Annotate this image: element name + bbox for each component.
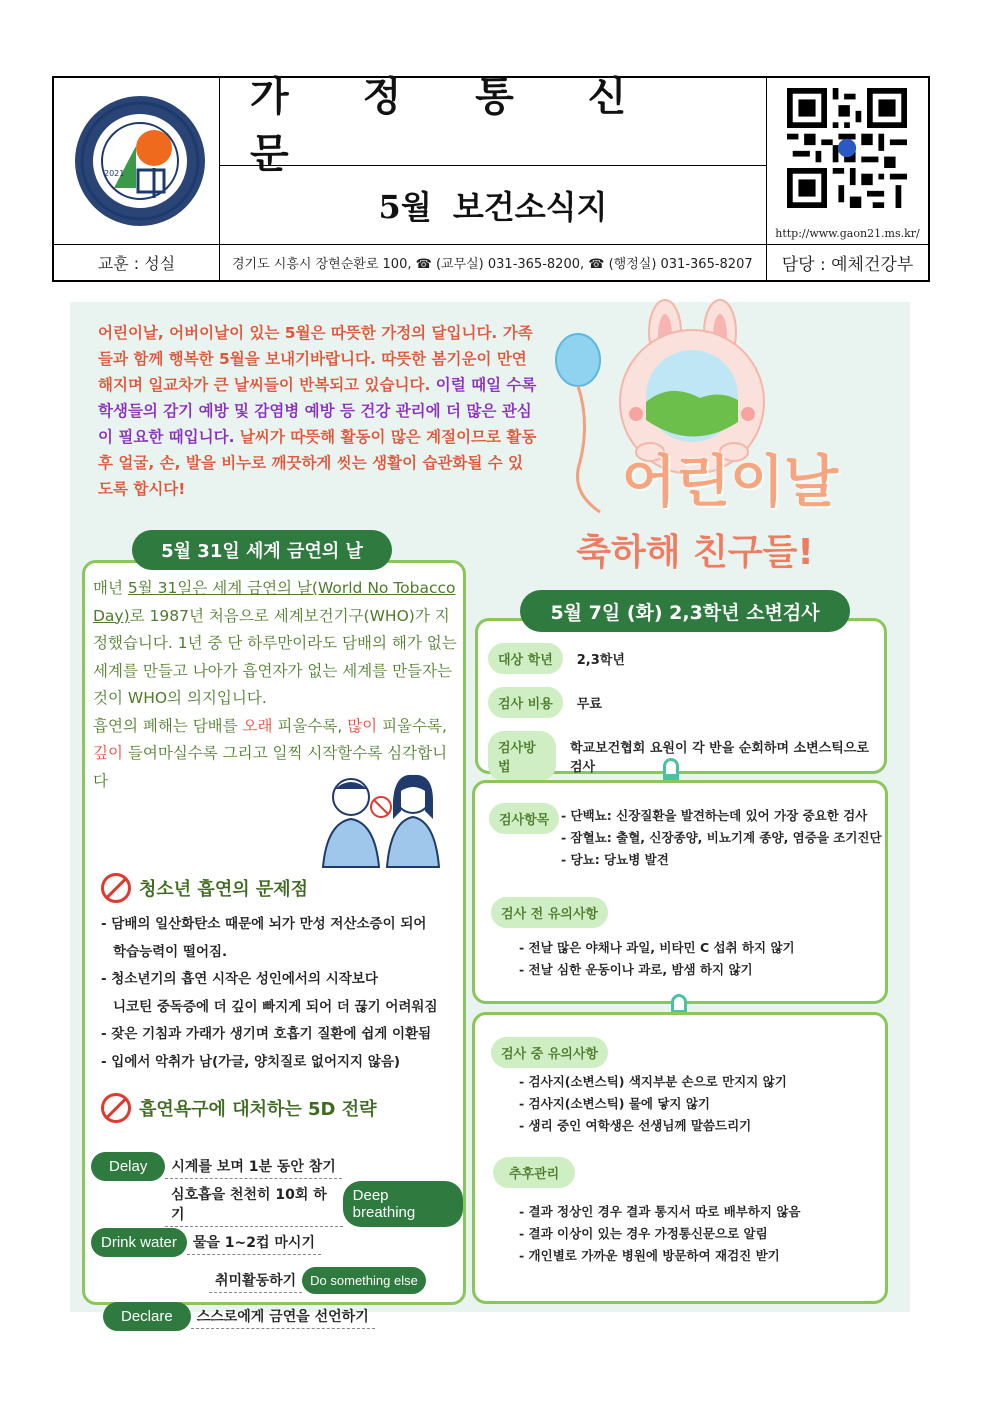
list-item: - 단백뇨: 신장질환을 발견하는데 있어 가장 중요한 검사 <box>561 808 868 823</box>
cost-row <box>488 687 602 718</box>
list-item: - 전날 심한 운동이나 과로, 밤샘 하지 않기 <box>519 962 753 977</box>
strategy-text: 물을 1~2컵 마시기 <box>187 1230 321 1255</box>
refuse-smoking-illustration-icon <box>313 771 453 867</box>
childrens-day-title: 어린이날 <box>621 450 839 515</box>
target-value: 2,3학년 <box>576 653 625 668</box>
desc-text: 피울수록, <box>377 716 447 735</box>
school-logo-icon <box>54 78 220 245</box>
list-item: - 생리 중인 여학생은 선생님께 말씀드리기 <box>519 1118 752 1133</box>
list-item: - 잠혈뇨: 출혈, 신장종양, 비뇨기계 종양, 염증을 조기진단 <box>561 830 882 845</box>
intro-line-2: 이럴 때일 수록 학생들의 감기 예방 및 감염병 예방 등 건강 관리에 더 많은 관심이 필요한 때입니다. <box>98 376 537 446</box>
title-cell <box>220 72 767 177</box>
strategy-label: Declare <box>103 1302 191 1331</box>
cost-value: 무료 <box>576 697 602 712</box>
school-logo-cell <box>54 78 220 245</box>
after-list <box>519 1201 801 1267</box>
list-item: 니코틴 중독증에 더 깊이 빠지게 되어 더 끊기 어려워짐 <box>113 998 438 1015</box>
list-item: - 잦은 기침과 가래가 생기며 호흡기 질환에 쉽게 이환됨 <box>101 1026 432 1042</box>
cost-label: 검사 비용 <box>488 687 563 718</box>
list-item: 학습능력이 떨어짐. <box>113 943 228 960</box>
strategy-text: 취미활동하기 <box>209 1268 302 1293</box>
strategy-drink-water <box>91 1225 321 1259</box>
strategy-title: 흡연욕구에 대처하는 5D 전략 <box>139 1099 377 1120</box>
strategy-deep-breathing <box>165 1187 463 1221</box>
method-value: 학교보건협회 요원이 각 반을 순회하며 소변스틱으로 검사 <box>570 741 869 775</box>
intro-line-1: 어린이날, 어버이날이 있는 5월은 따뜻한 가정의 달입니다. 가족들과 함께 행복한 5월을 보내기바랍니다. 따뜻한 봄기운이 만연해지며 일교차가 큰 날씨들이 반복되고 있습니다. <box>98 324 533 394</box>
strategy-text: 스스로에게 금연을 선언하기 <box>191 1304 375 1329</box>
desc-emphasis: 많이 <box>347 716 378 735</box>
during-list <box>519 1071 787 1137</box>
strategy-heading <box>101 1093 377 1123</box>
no-smoking-icon <box>101 873 131 903</box>
desc-text: 매년 <box>93 579 128 597</box>
items-list <box>561 805 882 871</box>
strategy-label: Delay <box>91 1152 165 1181</box>
qr-code-icon[interactable] <box>787 88 907 208</box>
desc-text: 들여마실수록 그리고 일찍 시작할수록 심각합니다 <box>93 744 448 790</box>
subtitle-cell <box>220 166 767 245</box>
intro-line-3: 날씨가 따뜻해 활동이 많은 계절이므로 활동 후 얼굴, 손, 발을 비누로 깨끗하게 씻는 생활이 습관화될 수 있도록 합시다! <box>98 428 537 498</box>
problems-heading <box>101 873 461 903</box>
items-label: 검사항목 <box>489 803 559 834</box>
youth-smoking-problems <box>101 873 461 1076</box>
desc-emphasis: 오래 <box>242 716 273 735</box>
urine-test-info <box>475 618 887 774</box>
strategy-text: 시계를 보며 1분 동안 참기 <box>165 1154 341 1179</box>
after-label: 추후관리 <box>493 1157 575 1188</box>
problems-list <box>101 911 461 1076</box>
no-smoking-description <box>93 575 459 795</box>
no-smoking-section <box>82 560 466 1325</box>
strategy-label: Do something else <box>302 1267 426 1294</box>
test-precautions-section <box>472 1012 888 1304</box>
target-row <box>488 643 625 674</box>
intro-message <box>98 320 538 502</box>
page-title: 가 정 통 신 문 <box>250 72 657 177</box>
page-subtitle: 5월 보건소식지 <box>378 188 608 226</box>
method-label: 검사방법 <box>488 731 556 781</box>
desc-highlight: 5월 31일은 세계 금연의 날(World No Tobacco Day) <box>93 579 456 625</box>
method-row <box>488 731 884 781</box>
strategy-declare <box>103 1299 375 1333</box>
desc-text: 로 1987년 처음으로 세계보건기구(WHO)가 지정했습니다. 1년 중 단 하루만이라도 담배의 해가 없는 세계를 만들고 나아가 흡연자가 없는 세계를 만들자는 것이 WHO의 의지입니다. <box>93 606 457 707</box>
target-label: 대상 학년 <box>488 643 563 674</box>
childrens-day-subtitle: 축하해 친구들! <box>576 532 814 573</box>
no-smoking-banner: 5월 31일 세계 금연의 날 <box>132 530 392 570</box>
before-list <box>519 937 795 981</box>
health-news-poster <box>70 302 910 1325</box>
qr-cell <box>767 78 928 245</box>
list-item: - 청소년기의 흡연 시작은 성인에서의 시작보다 <box>101 971 378 987</box>
list-item: - 입에서 악취가 남(가글, 양치질로 없어지지 않음) <box>101 1053 401 1070</box>
list-item: - 담배의 일산화탄소 때문에 뇌가 만성 저산소증이 되어 <box>101 916 427 932</box>
logo-year: 2021 <box>104 169 125 178</box>
desc-text: 피울수록, <box>272 716 348 735</box>
list-item: - 검사지(소변스틱) 물에 닿지 않기 <box>519 1096 710 1111</box>
school-motto: 교훈 : 성실 <box>54 245 220 280</box>
during-label: 검사 중 유의사항 <box>491 1037 608 1068</box>
strategy-label: Drink water <box>91 1228 187 1257</box>
list-item: - 개인별로 가까운 병원에 방문하여 재검진 받기 <box>519 1248 780 1263</box>
list-item: - 검사지(소변스틱) 색지부분 손으로 만지지 않기 <box>519 1074 787 1089</box>
newsletter-header <box>52 72 930 282</box>
list-item: - 전날 많은 야채나 과일, 비타민 C 섭취 하지 않기 <box>519 940 795 955</box>
strategy-delay <box>91 1149 342 1183</box>
no-smoking-icon <box>101 1093 131 1123</box>
strategy-text: 심호흡을 천천히 10회 하기 <box>165 1182 343 1227</box>
list-item: - 당뇨: 당뇨병 발견 <box>561 852 669 867</box>
strategy-label: Deep breathing <box>343 1181 463 1227</box>
list-item: - 결과 이상이 있는 경우 가정통신문으로 알림 <box>519 1226 768 1241</box>
school-url[interactable]: http://www.gaon21.ms.kr/ <box>775 227 920 240</box>
desc-text: 흡연의 폐해는 담배를 <box>93 716 243 735</box>
manager-department: 담당 : 예체건강부 <box>781 255 914 275</box>
urine-test-banner: 5월 7일 (화) 2,3학년 소변검사 <box>520 590 850 632</box>
school-address: 경기도 시흥시 장현순환로 100, ☎ (교무실) 031-365-8200, ☎ (행정실) 031-365-8207 <box>220 245 767 280</box>
test-items-section <box>472 780 888 1004</box>
problems-title: 청소년 흡연의 문제점 <box>139 879 309 900</box>
desc-emphasis: 깊이 <box>93 744 123 762</box>
before-label: 검사 전 유의사항 <box>491 897 608 928</box>
list-item: - 결과 정상인 경우 결과 통지서 따로 배부하지 않음 <box>519 1204 801 1219</box>
strategy-do-something-else <box>209 1263 426 1297</box>
